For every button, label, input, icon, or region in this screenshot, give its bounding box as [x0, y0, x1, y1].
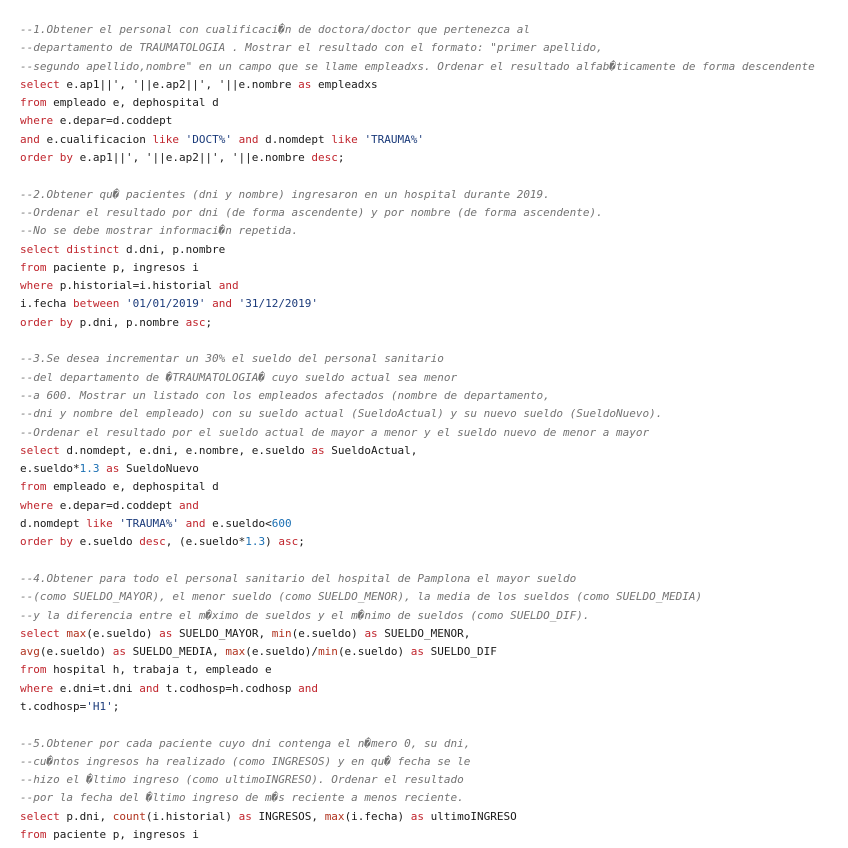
code-text: ; — [112, 699, 120, 713]
sql-keyword: select distinct — [20, 242, 120, 256]
comment-text: --cu�ntos ingresos ha realizado (como INGRESOS) y en qu� fecha se le — [20, 754, 471, 768]
code-line — [20, 808, 840, 826]
sql-keyword: asc — [185, 315, 206, 329]
function-name: avg — [20, 645, 40, 659]
blank-line — [20, 716, 840, 734]
code-line — [20, 131, 840, 149]
code-text: p.dni, — [59, 809, 113, 823]
code-text — [232, 297, 239, 310]
sql-keyword: as — [159, 626, 173, 640]
code-text: (i.historial) — [145, 809, 239, 823]
function-name: max — [225, 645, 246, 659]
code-line — [20, 497, 840, 515]
blank-line — [20, 332, 840, 350]
sql-keyword: as — [410, 645, 425, 659]
function-name: count — [112, 809, 146, 823]
code-text: paciente p, ingresos i — [46, 260, 199, 274]
code-text: ultimoINGRESO — [424, 809, 517, 823]
comment-text: --5.Obtener por cada paciente cuyo dni contenga el n�mero 0, su dni, — [20, 736, 471, 750]
sql-keyword: asc — [278, 535, 299, 549]
code-text: d.nomdept, e.dni, e.nombre, e.sueldo — [59, 443, 312, 457]
string-literal: 'DOCT%' — [185, 132, 232, 146]
code-text: SueldoActual, — [324, 443, 418, 457]
code-text: INGRESOS, — [251, 809, 325, 823]
code-line — [20, 460, 840, 478]
code-line — [20, 735, 840, 753]
code-line — [20, 149, 840, 167]
code-line — [20, 515, 840, 533]
code-line — [20, 753, 840, 771]
code-line — [20, 771, 840, 789]
code-text: e.sueldo — [72, 535, 140, 549]
code-text: SUELDO_MEDIA, — [125, 645, 226, 659]
sql-keyword: from — [20, 663, 47, 677]
comment-text: --Ordenar el resultado por dni (de forma ascendente) y por nombre (de forma ascendente). — [20, 205, 603, 219]
code-text: t.codhosp= — [20, 699, 87, 713]
sql-keyword: where — [20, 498, 54, 512]
code-text: e.ap1||', '||e.ap2||', '||e.nombre — [72, 151, 312, 165]
code-line — [20, 424, 840, 442]
sql-keyword: and — [139, 681, 160, 695]
sql-keyword: as — [364, 626, 378, 640]
code-line — [20, 186, 840, 204]
code-text: e.depar=d.coddept — [53, 114, 173, 128]
code-line — [20, 204, 840, 222]
function-name: max — [324, 809, 345, 823]
sql-keyword: and — [185, 517, 206, 531]
number-literal: 1.3 — [79, 462, 100, 476]
code-line — [20, 39, 840, 57]
sql-keyword: select — [20, 626, 60, 640]
sql-keyword: and — [238, 132, 259, 146]
comment-text: --por la fecha del �ltimo ingreso de m�s reciente a menos reciente. — [20, 791, 464, 805]
sql-keyword: from — [20, 96, 47, 110]
code-text: SueldoNuevo — [119, 462, 199, 476]
function-name: min — [318, 645, 338, 659]
number-literal: 1.3 — [245, 535, 266, 549]
code-text: p.historial=i.historial — [53, 279, 219, 293]
sql-keyword: from — [20, 480, 47, 494]
sql-keyword: select — [20, 77, 60, 91]
code-line — [20, 259, 840, 277]
code-text: p.dni, p.nombre — [72, 315, 186, 329]
code-text: ; — [337, 151, 345, 165]
code-line — [20, 643, 840, 661]
string-literal: 'TRAUMA%' — [119, 517, 179, 531]
code-text: (e.sueldo)/ — [245, 645, 319, 659]
code-line — [20, 369, 840, 387]
sql-keyword: like — [86, 517, 113, 531]
code-line — [20, 405, 840, 423]
sql-keyword: and — [20, 132, 40, 146]
comment-text: --2.Obtener qu� pacientes (dni y nombre) ingresaron en un hospital durante 2019. — [20, 187, 550, 201]
code-text: paciente p, ingresos i — [46, 828, 199, 842]
code-text: empleadxs — [311, 77, 378, 91]
comment-text: --segundo apellido,nombre" en un campo que se llame empleadxs. Ordenar el resultado alfab�ticamente de forma descendente — [20, 59, 815, 73]
sql-keyword: order by — [20, 151, 73, 165]
code-text: e.sueldo< — [205, 517, 272, 531]
code-line — [20, 478, 840, 496]
sql-keyword: order by — [20, 535, 73, 549]
code-text: e.depar=d.coddept — [53, 498, 179, 512]
sql-keyword: as — [112, 645, 126, 659]
code-text: d.nomdept — [258, 132, 332, 146]
function-name: min — [271, 626, 292, 640]
comment-text: --del departamento de �TRAUMATOLOGIA� cuyo sueldo actual sea menor — [20, 370, 458, 384]
code-text: e.ap1||', '||e.ap2||', '||e.nombre — [59, 77, 299, 91]
sql-keyword: select — [20, 443, 60, 457]
comment-text: --3.Se desea incrementar un 30% el sueldo del personal sanitario — [20, 352, 444, 366]
code-text: empleado e, dephospital d — [46, 96, 219, 110]
sql-keyword: and — [178, 498, 199, 512]
string-literal: 'TRAUMA%' — [364, 132, 425, 146]
code-text — [179, 133, 186, 146]
sql-keyword: as — [410, 809, 425, 823]
code-line — [20, 112, 840, 130]
comment-text: --4.Obtener para todo el personal sanitario del hospital de Pamplona el mayor sueldo — [20, 571, 577, 585]
sql-keyword: as — [298, 77, 312, 91]
code-text — [119, 297, 126, 310]
sql-code-listing — [20, 21, 840, 844]
code-line — [20, 607, 840, 625]
code-line — [20, 277, 840, 295]
code-line — [20, 314, 840, 332]
code-text: SUELDO_DIF — [424, 645, 497, 659]
sql-keyword: where — [20, 279, 54, 293]
comment-text: --departamento de TRAUMATOLOGIA . Mostrar el resultado con el formato: "primer apellido, — [20, 41, 603, 55]
code-text: ) — [265, 535, 279, 549]
code-line — [20, 826, 840, 844]
code-text: , (e.sueldo* — [165, 535, 246, 549]
blank-line — [20, 552, 840, 570]
sql-keyword: desc — [139, 535, 166, 549]
code-text: d.dni, p.nombre — [119, 242, 226, 256]
code-line — [20, 570, 840, 588]
comment-text: --dni y nombre del empleado) con su sueldo actual (SueldoActual) y su nuevo sueldo (SueldoNuevo). — [20, 407, 663, 421]
sql-keyword: where — [20, 114, 54, 128]
string-literal: '01/01/2019' — [125, 297, 206, 311]
sql-keyword: like — [331, 132, 358, 146]
function-name: max — [66, 626, 87, 640]
code-text: (e.sueldo) — [86, 626, 160, 640]
comment-text: --y la diferencia entre el m�ximo de sueldos y el m�nimo de sueldos (como SUELDO_DIF). — [20, 608, 590, 622]
sql-keyword: and — [218, 279, 239, 293]
code-line — [20, 387, 840, 405]
sql-keyword: order by — [20, 315, 73, 329]
sql-keyword: as — [106, 462, 120, 476]
sql-keyword: from — [20, 260, 47, 274]
string-literal: '31/12/2019' — [238, 297, 319, 311]
code-text: (e.sueldo) — [337, 645, 411, 659]
comment-text: --Ordenar el resultado por el sueldo actual de mayor a menor y el sueldo nuevo de menor a mayor — [20, 425, 650, 439]
sql-keyword: as — [311, 443, 325, 457]
code-text: hospital h, trabaja t, empleado e — [46, 663, 272, 677]
sql-keyword: from — [20, 828, 47, 842]
code-line — [20, 661, 840, 679]
code-text: (i.fecha) — [344, 809, 411, 823]
sql-keyword: and — [212, 297, 232, 311]
code-text: empleado e, dephospital d — [46, 480, 219, 494]
comment-text: --a 600. Mostrar un listado con los empleados afectados (nombre de departamento, — [20, 388, 550, 402]
comment-text: --1.Obtener el personal con cualificaci�n de doctora/doctor que pertenezca al — [20, 23, 530, 36]
code-text: d.nomdept — [20, 517, 87, 531]
code-text: t.codhosp=h.codhosp — [159, 681, 299, 695]
code-text: (e.sueldo) — [39, 645, 113, 659]
code-line — [20, 76, 840, 94]
comment-text: --No se debe mostrar informaci�n repetida. — [20, 224, 299, 238]
code-line — [20, 698, 840, 716]
code-line — [20, 94, 840, 112]
comment-text: --hizo el �ltimo ingreso (como ultimoINGRESO). Ordenar el resultado — [20, 773, 464, 787]
sql-keyword: like — [152, 132, 179, 146]
code-line — [20, 533, 840, 551]
sql-keyword: between — [72, 297, 120, 311]
code-text: e.dni=t.dni — [53, 681, 140, 695]
sql-keyword: where — [20, 681, 54, 695]
code-text: e.sueldo* — [20, 462, 80, 476]
code-line — [20, 350, 840, 368]
code-text: i.fecha — [20, 297, 73, 311]
code-line — [20, 21, 840, 39]
code-text: (e.sueldo) — [291, 626, 365, 640]
string-literal: 'H1' — [86, 699, 113, 713]
number-literal: 600 — [271, 517, 292, 531]
code-line — [20, 789, 840, 807]
code-text — [232, 133, 239, 146]
code-text: SUELDO_MAYOR, — [172, 626, 272, 640]
code-line — [20, 442, 840, 460]
code-line — [20, 625, 840, 643]
code-text: e.cualificacion — [39, 132, 153, 146]
code-text: SUELDO_MENOR, — [377, 626, 471, 640]
code-line — [20, 58, 840, 76]
code-text: ; — [205, 315, 213, 329]
blank-line — [20, 167, 840, 185]
sql-keyword: and — [298, 681, 319, 695]
comment-text: --(como SUELDO_MAYOR), el menor sueldo (como SUELDO_MENOR), la media de los sueldos (como SUELDO_MEDIA) — [20, 590, 703, 604]
code-text — [179, 517, 186, 530]
sql-keyword: select — [20, 809, 60, 823]
code-text: ; — [298, 535, 305, 549]
code-line — [20, 588, 840, 606]
code-line — [20, 241, 840, 259]
sql-keyword: as — [238, 809, 252, 823]
code-line — [20, 222, 840, 240]
code-line — [20, 680, 840, 698]
code-line — [20, 295, 840, 313]
sql-keyword: desc — [311, 151, 338, 165]
